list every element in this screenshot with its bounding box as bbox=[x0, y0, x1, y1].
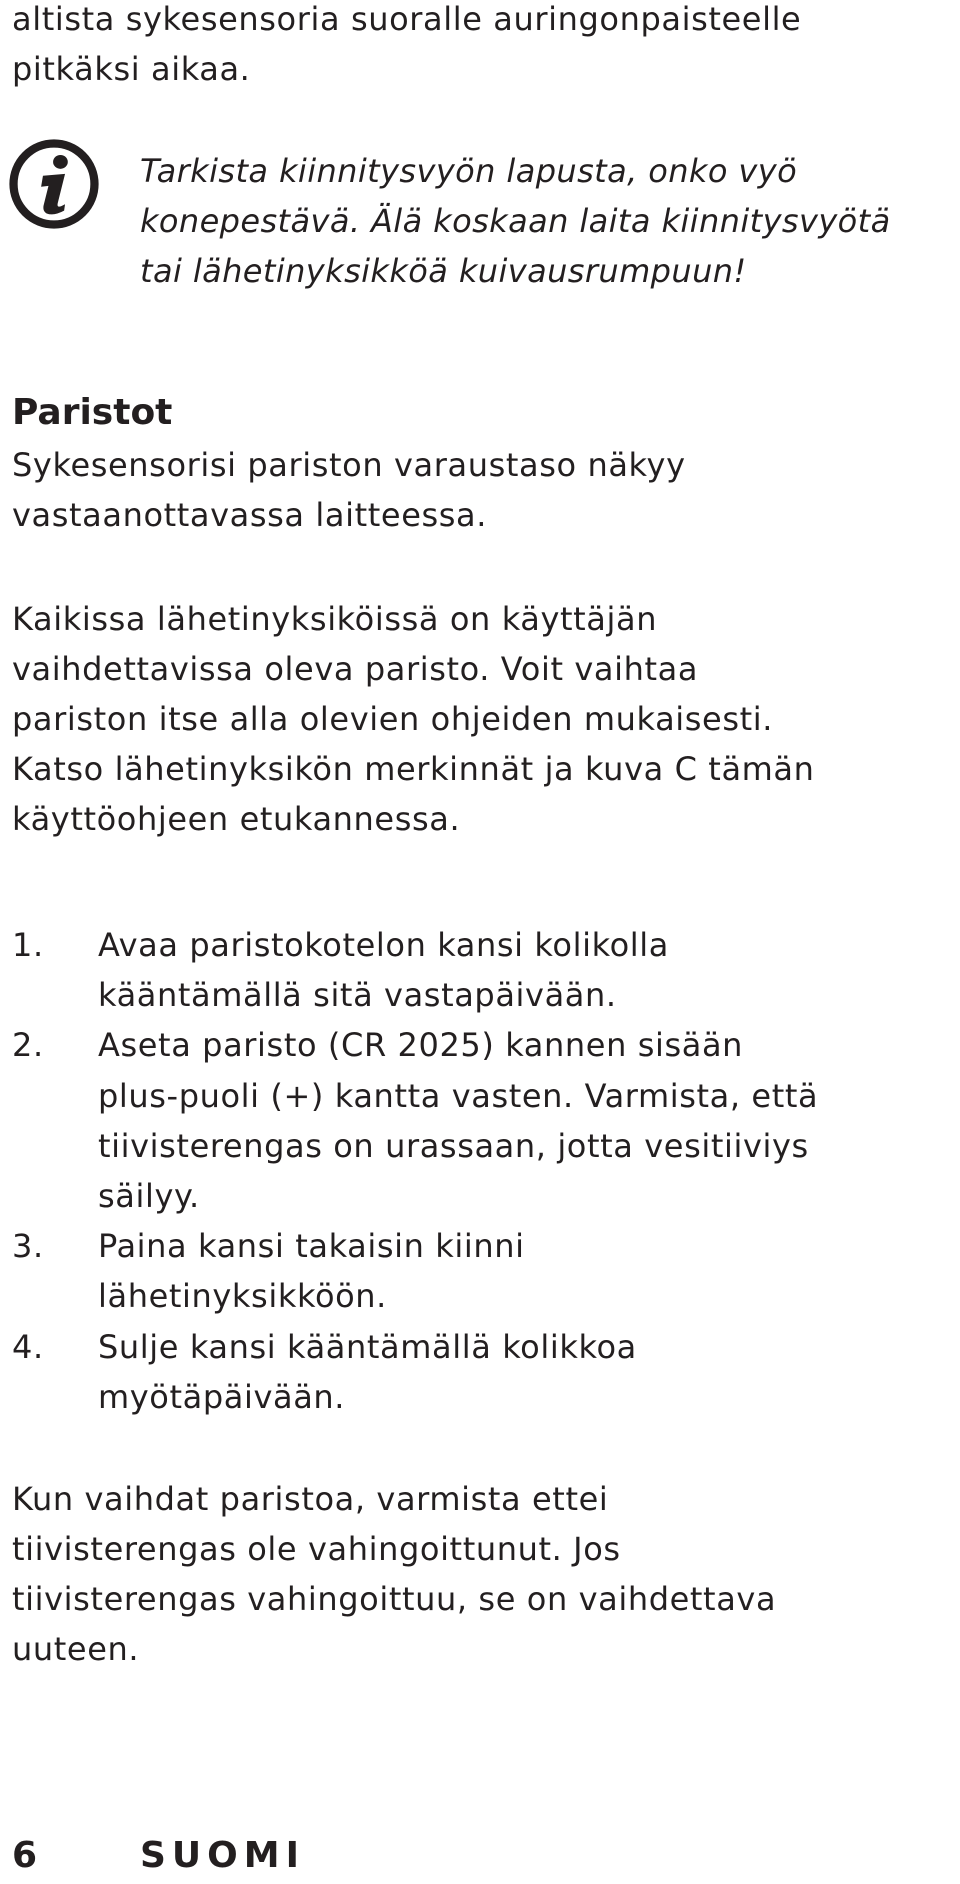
battery-level-paragraph bbox=[12, 440, 952, 540]
note-line: konepestävä. Älä koskaan laita kiinnitysvyötä bbox=[140, 202, 891, 240]
text-line: Kun vaihdat paristoa, varmista ettei bbox=[12, 1480, 609, 1518]
step-number: 4. bbox=[12, 1327, 44, 1366]
battery-replace-paragraph bbox=[12, 594, 952, 844]
text-line: pariston itse alla olevien ohjeiden mukaisesti. bbox=[12, 700, 774, 738]
step-line: tiivisterengas on urassaan, jotta vesitiiviys bbox=[98, 1126, 809, 1165]
section-heading: Paristot bbox=[12, 392, 173, 433]
step-line: Paina kansi takaisin kiinni bbox=[98, 1227, 525, 1266]
text-line: uuteen. bbox=[12, 1630, 140, 1668]
text-line: vastaanottavassa laitteessa. bbox=[12, 496, 488, 534]
note-line: Tarkista kiinnitysvyön lapusta, onko vyö bbox=[140, 152, 798, 190]
footer-section-name: SUOMI bbox=[140, 1835, 305, 1876]
page-number: 6 bbox=[12, 1835, 38, 1876]
text-line: Kaikissa lähetinyksiköissä on käyttäjän bbox=[12, 600, 658, 638]
step-line: Sulje kansi kääntämällä kolikkoa bbox=[98, 1327, 637, 1366]
text-line: Sykesensorisi pariston varaustaso näkyy bbox=[12, 446, 686, 484]
text-line: tiivisterengas vahingoittuu, se on vaihdettava bbox=[12, 1580, 777, 1618]
battery-steps-list bbox=[12, 920, 952, 1422]
step-line: Avaa paristokotelon kansi kolikolla bbox=[98, 926, 669, 964]
note-line: tai lähetinyksikköä kuivausrumpuun! bbox=[140, 252, 747, 290]
step-number: 1. bbox=[12, 926, 44, 964]
step-line: plus-puoli (+) kantta vasten. Varmista, että bbox=[98, 1076, 819, 1115]
text-line: käyttöohjeen etukannessa. bbox=[12, 800, 461, 838]
list-item bbox=[12, 920, 952, 1020]
intro-paragraph bbox=[12, 0, 952, 94]
list-item bbox=[12, 1020, 952, 1221]
info-icon bbox=[8, 138, 100, 230]
text-line: vaihdettavissa oleva paristo. Voit vaihtaa bbox=[12, 650, 699, 688]
list-item bbox=[12, 1322, 952, 1422]
step-line: kääntämällä sitä vastapäivään. bbox=[98, 976, 617, 1015]
text-line: pitkäksi aikaa. bbox=[12, 50, 251, 88]
info-note bbox=[140, 146, 891, 296]
step-line: myötäpäivään. bbox=[98, 1377, 346, 1416]
step-number: 2. bbox=[12, 1026, 44, 1065]
step-line: säilyy. bbox=[98, 1177, 200, 1216]
step-line: lähetinyksikköön. bbox=[98, 1277, 387, 1316]
text-line: Katso lähetinyksikön merkinnät ja kuva C tämän bbox=[12, 750, 815, 788]
step-line: Aseta paristo (CR 2025) kannen sisään bbox=[98, 1026, 744, 1065]
list-item bbox=[12, 1221, 952, 1321]
text-line: tiivisterengas ole vahingoittunut. Jos bbox=[12, 1530, 621, 1568]
seal-paragraph bbox=[12, 1474, 952, 1674]
step-number: 3. bbox=[12, 1227, 44, 1266]
text-line: altista sykesensoria suoralle auringonpaisteelle bbox=[12, 0, 802, 38]
